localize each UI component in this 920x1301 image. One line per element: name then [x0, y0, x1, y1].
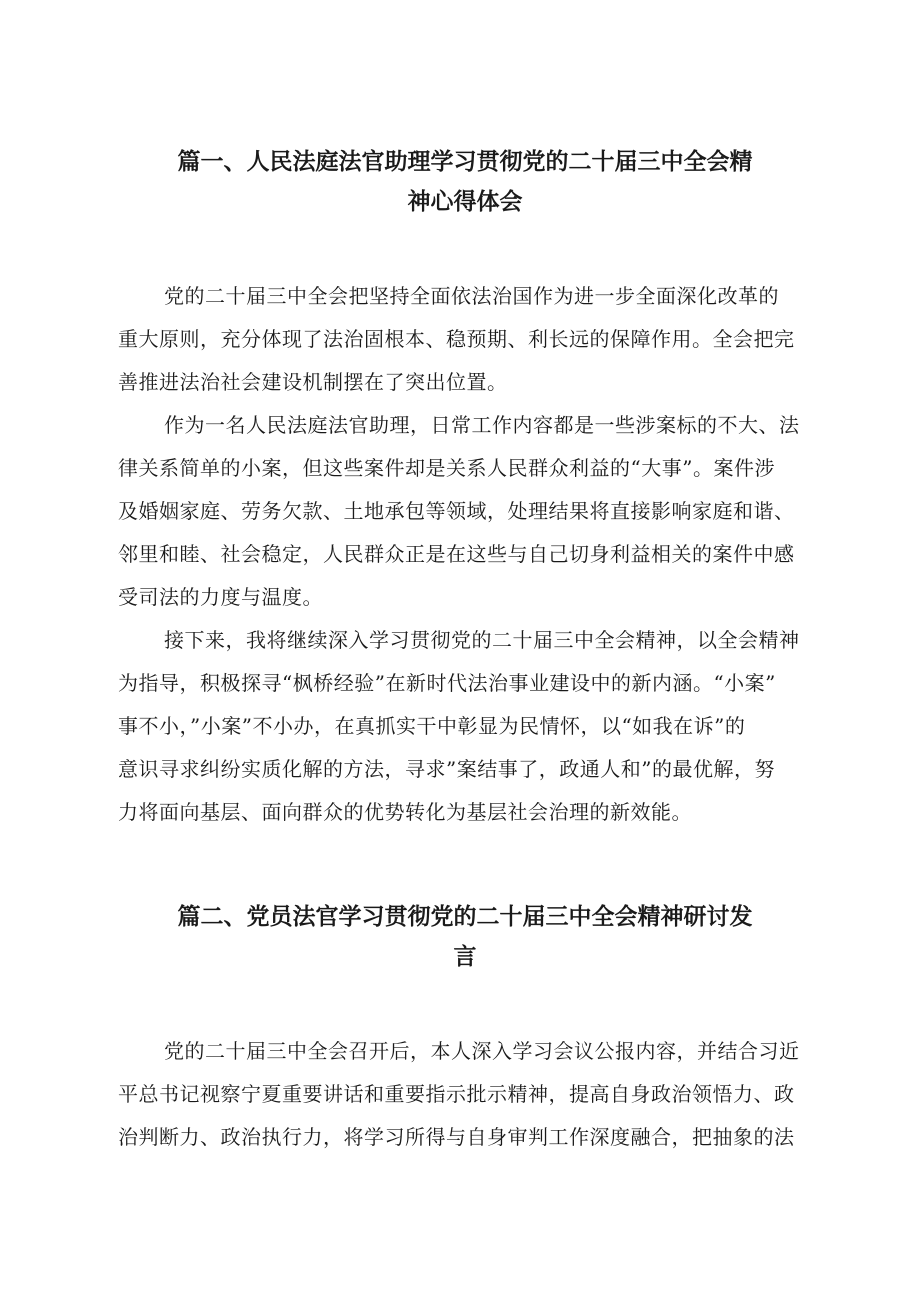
text-line: 党的二十届三中全会把坚持全面依法治国作为进一步全面深化改革的 [164, 284, 779, 308]
section-1-title [150, 142, 780, 222]
section-1-title-line: 神心得体会 [407, 189, 523, 215]
section-1-title-line: 篇一、人民法庭法官助理学习贯彻党的二十届三中全会精 [177, 149, 753, 175]
section-2-paragraph-1 [118, 1030, 818, 1159]
text-line: 受司法的力度与温度。 [118, 585, 323, 609]
text-line: 作为一名人民法庭法官助理，日常工作内容都是一些涉案标的不大、法 [164, 413, 800, 437]
section-2-body [118, 1030, 818, 1159]
section-1-body [118, 275, 818, 834]
text-line: 邻里和睦、社会稳定，人民群众正是在这些与自己切身利益相关的案件中感 [118, 542, 795, 566]
text-line: 力将面向基层、面向群众的优势转化为基层社会治理的新效能。 [118, 800, 692, 824]
text-line: 善推进法治社会建设机制摆在了突出位置。 [118, 370, 508, 394]
text-line: 党的二十届三中全会召开后，本人深入学习会议公报内容，并结合习近 [164, 1039, 800, 1063]
section-2-title-line: 篇二、党员法官学习贯彻党的二十届三中全会精神研讨发 [177, 904, 753, 930]
section-1-paragraph-3 [118, 619, 818, 834]
text-line: 意识寻求纠纷实质化解的方法，寻求”案结事了，政通人和”的最优解，努 [118, 757, 775, 781]
text-line: 律关系简单的小案，但这些案件却是关系人民群众利益的“大事”。案件涉 [118, 456, 775, 480]
section-2-title-line: 言 [453, 944, 477, 970]
section-1-paragraph-2 [118, 404, 818, 619]
text-line: 接下来，我将继续深入学习贯彻党的二十届三中全会精神，以全会精神 [164, 628, 800, 652]
text-line: 及婚姻家庭、劳务欠款、土地承包等领域，处理结果将直接影响家庭和谐、 [118, 499, 795, 523]
text-line: 重大原则，充分体现了法治固根本、稳预期、利长远的保障作用。全会把完 [118, 327, 795, 351]
section-2-title [150, 897, 780, 977]
section-1-paragraph-1 [118, 275, 818, 404]
text-line: 为指导，积极探寻“枫桥经验”在新时代法治事业建设中的新内涵。“小案” [118, 671, 776, 695]
text-line: 治判断力、政治执行力，将学习所得与自身审判工作深度融合，把抽象的法 [118, 1125, 795, 1149]
text-line: 平总书记视察宁夏重要讲话和重要指示批示精神，提高自身政治领悟力、政 [118, 1082, 795, 1106]
text-line: 事不小，”小案”不小办，在真抓实干中彰显为民情怀，以“如我在诉”的 [118, 714, 746, 738]
